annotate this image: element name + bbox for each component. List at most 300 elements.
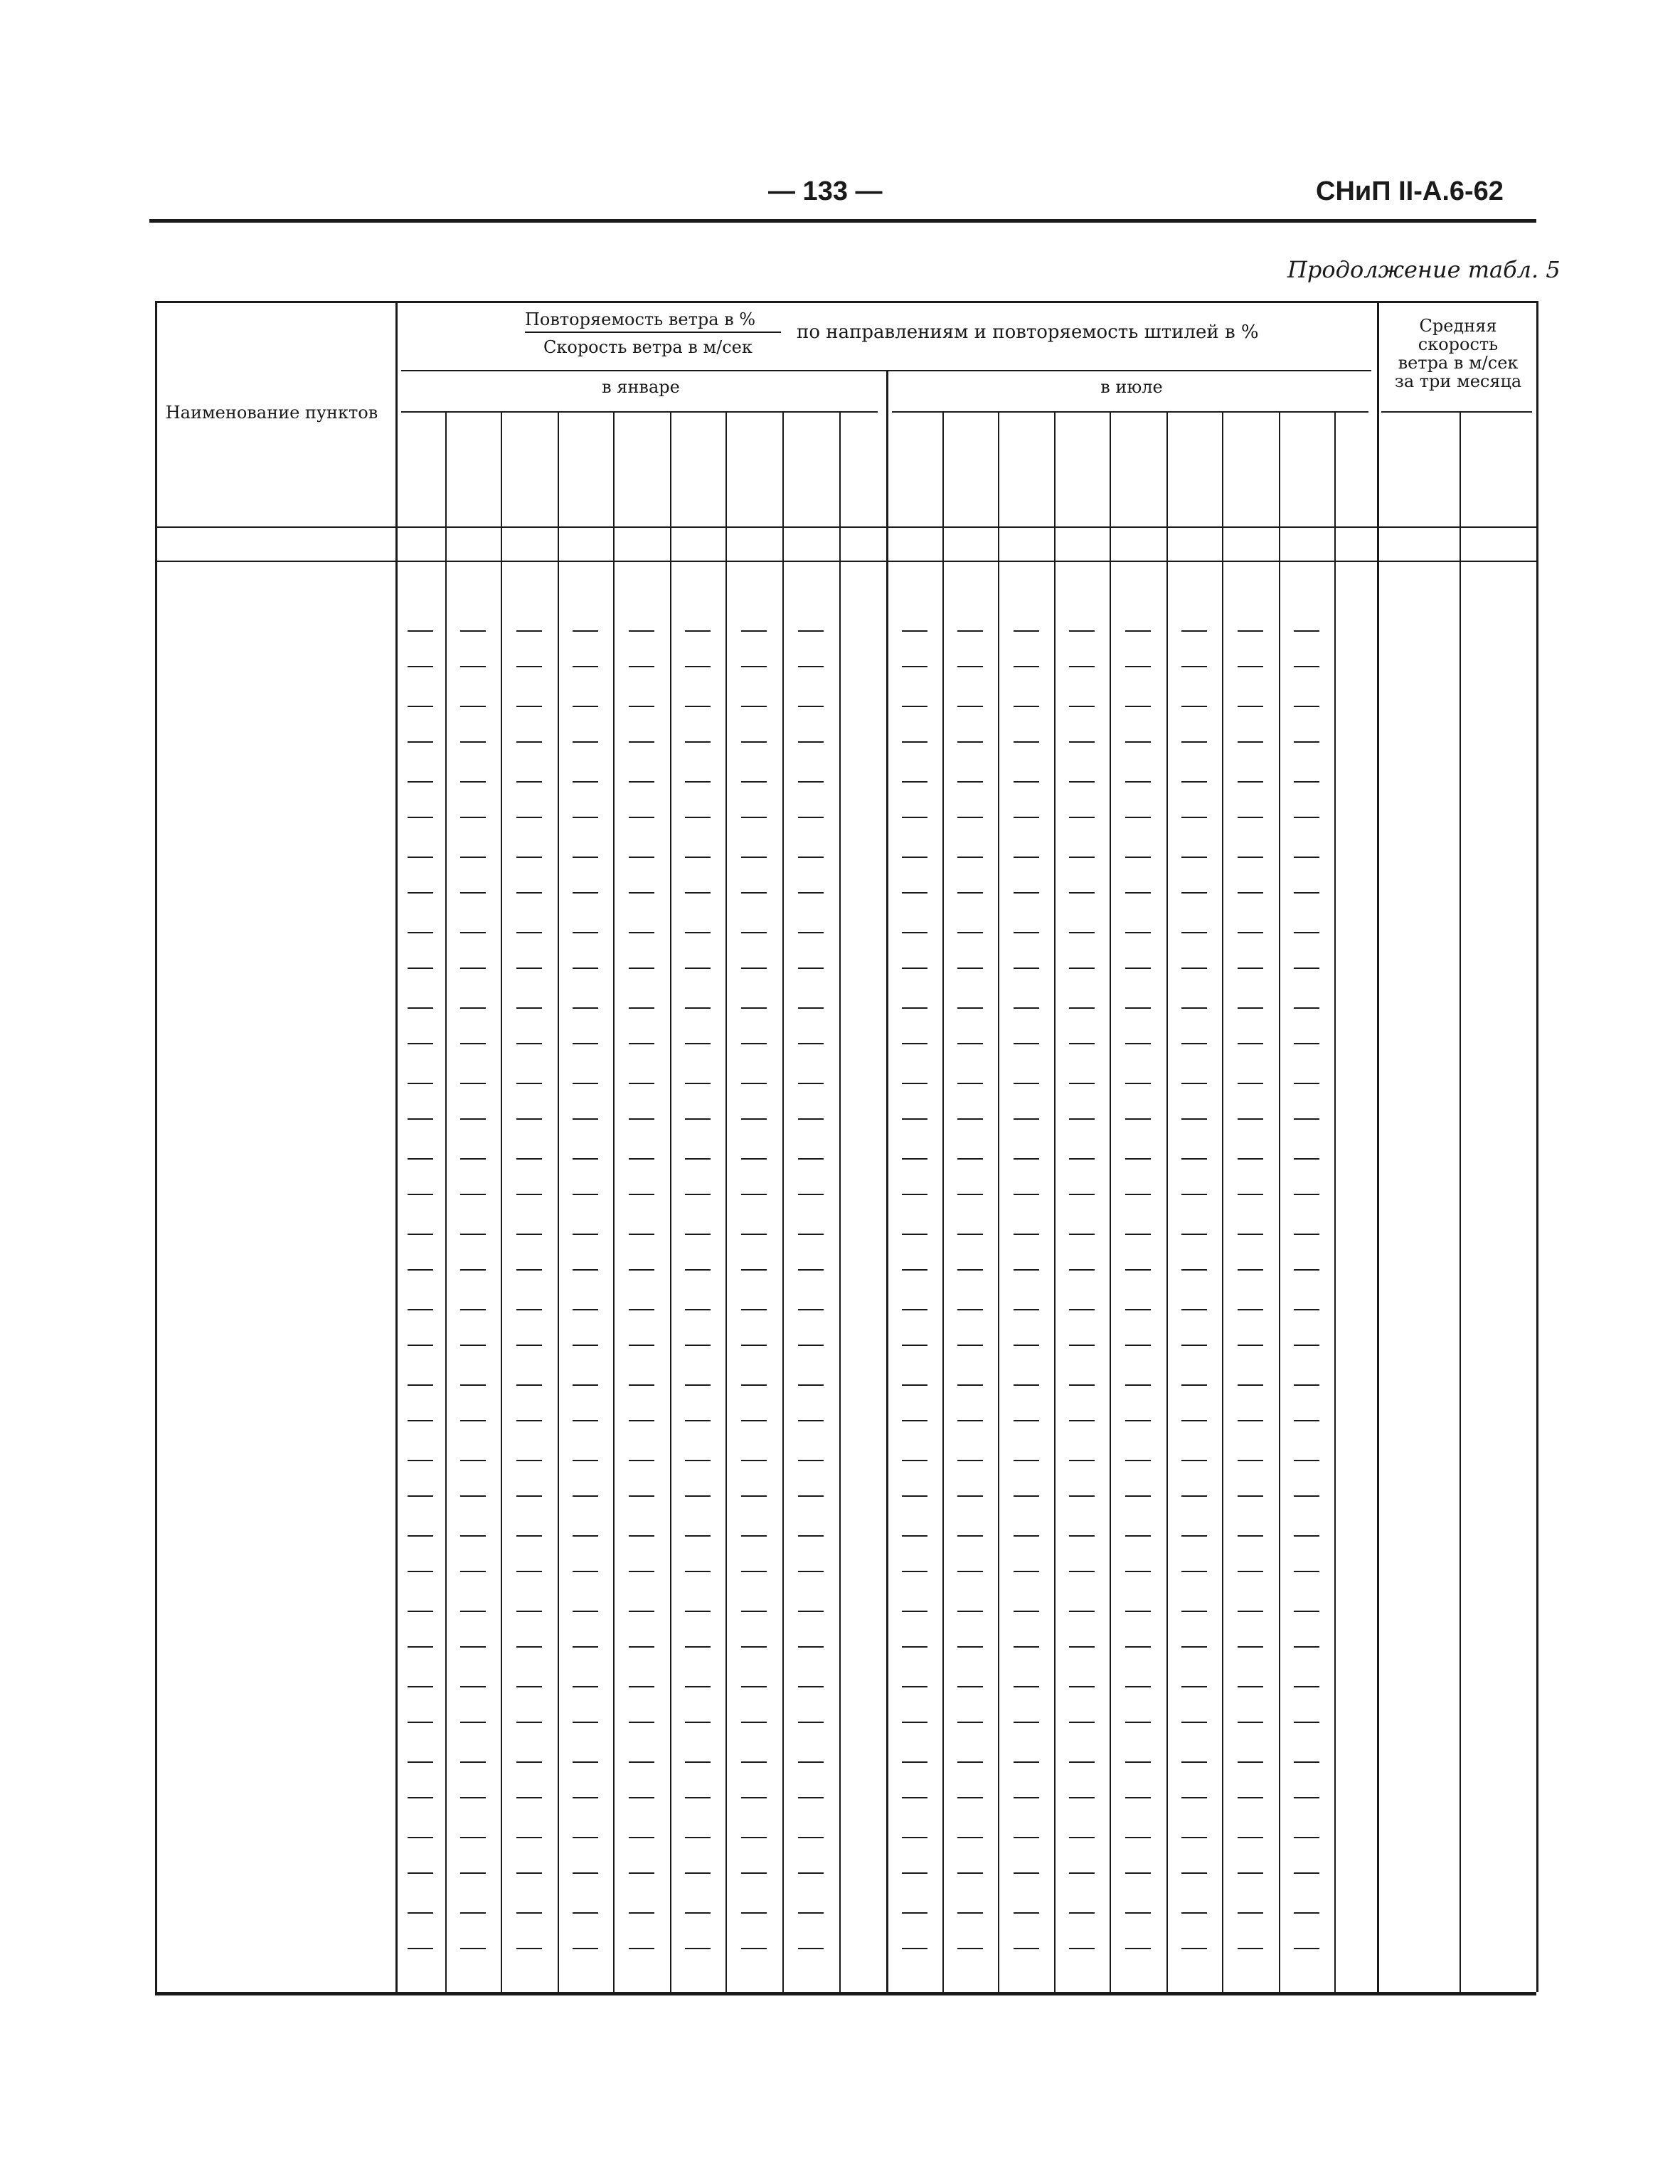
- fraction-line: [957, 1837, 983, 1838]
- speed-missing-dash: [685, 1118, 711, 1120]
- speed-missing-dash: [741, 892, 767, 894]
- speed-missing-dash: [408, 741, 433, 743]
- speed-missing-dash: [798, 1872, 824, 1874]
- fraction-line: [741, 706, 767, 707]
- speed-missing-dash: [516, 1872, 542, 1874]
- speed-missing-dash: [516, 1420, 542, 1421]
- speed-missing-dash: [1069, 1495, 1095, 1497]
- speed-missing-dash: [1069, 1571, 1095, 1572]
- speed-missing-dash: [516, 1118, 542, 1120]
- speed-missing-dash: [685, 741, 711, 743]
- speed-missing-dash: [1181, 1797, 1207, 1798]
- fraction-line: [1014, 1007, 1039, 1009]
- fraction-line: [1181, 1007, 1207, 1009]
- fraction-line: [1125, 781, 1151, 783]
- speed-missing-dash: [902, 1118, 927, 1120]
- fraction-line: [1069, 1007, 1095, 1009]
- speed-missing-dash: [516, 1948, 542, 1949]
- speed-missing-dash: [1238, 1872, 1263, 1874]
- speed-missing-dash: [460, 892, 486, 894]
- speed-missing-dash: [460, 1948, 486, 1949]
- fraction-line: [1238, 1460, 1263, 1461]
- station-column-header: Наименование пунктов: [165, 403, 378, 423]
- fraction-line: [629, 1007, 654, 1009]
- fraction-line: [629, 630, 654, 632]
- speed-missing-dash: [629, 1872, 654, 1874]
- speed-missing-dash: [1294, 892, 1319, 894]
- speed-missing-dash: [460, 1722, 486, 1723]
- fraction-line: [516, 932, 542, 933]
- speed-missing-dash: [741, 1194, 767, 1195]
- fraction-line: [408, 1234, 433, 1235]
- fraction-line: [798, 1912, 824, 1914]
- fraction-line: [1014, 781, 1039, 783]
- fraction-line: [516, 1686, 542, 1687]
- speed-missing-dash: [902, 1722, 927, 1723]
- speed-missing-dash: [741, 1646, 767, 1648]
- speed-missing-dash: [460, 1420, 486, 1421]
- fraction-line: [685, 1460, 711, 1461]
- fraction-line: [1069, 1611, 1095, 1612]
- fraction-line: [1238, 1686, 1263, 1687]
- fraction-line: [516, 706, 542, 707]
- fraction-line: [573, 1083, 598, 1084]
- fraction-line: [1238, 1384, 1263, 1386]
- speed-missing-dash: [408, 892, 433, 894]
- speed-missing-dash: [629, 1571, 654, 1572]
- speed-missing-dash: [573, 666, 598, 667]
- fraction-line: [902, 1460, 927, 1461]
- fraction-line: [1125, 1535, 1151, 1537]
- fraction-line: [1069, 1384, 1095, 1386]
- fraction-line: [741, 1007, 767, 1009]
- speed-missing-dash: [902, 968, 927, 969]
- speed-missing-dash: [1069, 666, 1095, 667]
- speed-missing-dash: [1069, 817, 1095, 818]
- fraction-line: [685, 1384, 711, 1386]
- speed-missing-dash: [1238, 1722, 1263, 1723]
- speed-missing-dash: [798, 666, 824, 667]
- fraction-line: [957, 1384, 983, 1386]
- speed-missing-dash: [516, 1345, 542, 1346]
- fraction-line: [408, 1083, 433, 1084]
- fraction-line: [629, 1158, 654, 1160]
- fraction-line: [902, 630, 927, 632]
- fraction-line: [1069, 1761, 1095, 1763]
- fraction-line: [1181, 857, 1207, 858]
- speed-missing-dash: [1014, 1118, 1039, 1120]
- fraction-line: [957, 1158, 983, 1160]
- fraction-line: [460, 1912, 486, 1914]
- fraction-line: [1125, 1686, 1151, 1687]
- fraction-line: [408, 1912, 433, 1914]
- fraction-line: [957, 630, 983, 632]
- speed-missing-dash: [460, 1043, 486, 1044]
- fraction-line: [1069, 1686, 1095, 1687]
- fraction-line: [685, 1761, 711, 1763]
- speed-missing-dash: [902, 1269, 927, 1271]
- speed-missing-dash: [1294, 1722, 1319, 1723]
- speed-missing-dash: [957, 1194, 983, 1195]
- speed-missing-dash: [1238, 1495, 1263, 1497]
- speed-missing-dash: [957, 1571, 983, 1572]
- speed-missing-dash: [741, 1420, 767, 1421]
- fraction-line: [629, 781, 654, 783]
- speed-missing-dash: [516, 741, 542, 743]
- fraction-line: [1014, 1912, 1039, 1914]
- speed-missing-dash: [408, 1797, 433, 1798]
- fraction-line: [460, 781, 486, 783]
- speed-missing-dash: [573, 1495, 598, 1497]
- fraction-line: [1181, 1384, 1207, 1386]
- fraction-line: [798, 1761, 824, 1763]
- table-left-rule: [155, 301, 157, 1992]
- fraction-line: [1238, 706, 1263, 707]
- speed-missing-dash: [957, 1118, 983, 1120]
- speed-missing-dash: [902, 741, 927, 743]
- fraction-line: [1294, 1686, 1319, 1687]
- fraction-line: [573, 1158, 598, 1160]
- fraction-line: [1294, 1837, 1319, 1838]
- fraction-line: [629, 1686, 654, 1687]
- fraction-line: [1238, 1309, 1263, 1310]
- fraction-line: [408, 857, 433, 858]
- fraction-line: [1069, 781, 1095, 783]
- fraction-line: [573, 630, 598, 632]
- speed-missing-dash: [741, 1495, 767, 1497]
- speed-missing-dash: [902, 1194, 927, 1195]
- fraction-line: [957, 1912, 983, 1914]
- fraction-line: [685, 1837, 711, 1838]
- speed-missing-dash: [798, 1646, 824, 1648]
- fraction-line: [1181, 1611, 1207, 1612]
- fraction-line: [460, 857, 486, 858]
- speed-missing-dash: [1238, 1797, 1263, 1798]
- speed-missing-dash: [902, 666, 927, 667]
- column-rule: [670, 411, 671, 1992]
- column-rule: [1460, 411, 1461, 1992]
- speed-missing-dash: [460, 1797, 486, 1798]
- fraction-line: [685, 857, 711, 858]
- speed-missing-dash: [741, 1797, 767, 1798]
- speed-missing-dash: [957, 1420, 983, 1421]
- fraction-line: [516, 630, 542, 632]
- fraction-line: [460, 1611, 486, 1612]
- fraction-line: [957, 1007, 983, 1009]
- speed-missing-dash: [1125, 1118, 1151, 1120]
- fraction-line: [798, 1611, 824, 1612]
- speed-missing-dash: [516, 1194, 542, 1195]
- speed-missing-dash: [629, 1118, 654, 1120]
- fraction-line: [741, 1234, 767, 1235]
- fraction-line: [902, 932, 927, 933]
- fraction-line: [516, 1837, 542, 1838]
- calm-header: [851, 441, 872, 519]
- speed-missing-dash: [1125, 1646, 1151, 1648]
- fraction-line: [408, 1686, 433, 1687]
- fraction-line: [798, 1460, 824, 1461]
- fraction-line: [1125, 1837, 1151, 1838]
- speed-missing-dash: [902, 1495, 927, 1497]
- speed-missing-dash: [629, 666, 654, 667]
- speed-missing-dash: [741, 1269, 767, 1271]
- fraction-line: [516, 1611, 542, 1612]
- fraction-line: [408, 706, 433, 707]
- fraction-line: [460, 630, 486, 632]
- fraction-line: [573, 1384, 598, 1386]
- speed-missing-dash: [741, 1948, 767, 1949]
- speed-missing-dash: [460, 1118, 486, 1120]
- speed-missing-dash: [408, 1269, 433, 1271]
- column-rule: [1222, 411, 1223, 1992]
- column-rule: [782, 411, 784, 1992]
- fraction-line: [1125, 857, 1151, 858]
- table-caption: Продолжение табл. 5: [1287, 256, 1561, 283]
- fraction-line: [1238, 1611, 1263, 1612]
- speed-missing-dash: [798, 1118, 824, 1120]
- avg-header-line-2: скорость: [1418, 334, 1499, 354]
- fraction-line: [1069, 1234, 1095, 1235]
- fraction-line: [460, 1309, 486, 1310]
- fraction-line: [408, 1837, 433, 1838]
- speed-missing-dash: [1069, 1722, 1095, 1723]
- fraction-line: [902, 1611, 927, 1612]
- page-number: — 133 —: [768, 176, 883, 206]
- speed-missing-dash: [629, 892, 654, 894]
- speed-missing-dash: [629, 1646, 654, 1648]
- fraction-line: [957, 932, 983, 933]
- speed-missing-dash: [573, 1797, 598, 1798]
- fraction-line: [1181, 1234, 1207, 1235]
- speed-missing-dash: [902, 817, 927, 818]
- speed-missing-dash: [1238, 1420, 1263, 1421]
- speed-missing-dash: [1014, 892, 1039, 894]
- speed-missing-dash: [460, 1269, 486, 1271]
- fraction-line: [629, 1837, 654, 1838]
- speed-missing-dash: [460, 1646, 486, 1648]
- fraction-line: [1294, 1083, 1319, 1084]
- fraction-line: [573, 1837, 598, 1838]
- speed-missing-dash: [1181, 968, 1207, 969]
- fraction-line: [902, 1384, 927, 1386]
- fraction-line: [1238, 1083, 1263, 1084]
- fraction-line: [1294, 706, 1319, 707]
- fraction-line: [1181, 1837, 1207, 1838]
- fraction-line: [798, 1535, 824, 1537]
- speed-missing-dash: [741, 1345, 767, 1346]
- fraction-line: [685, 932, 711, 933]
- fraction-line: [741, 1309, 767, 1310]
- speed-missing-dash: [1125, 1194, 1151, 1195]
- speed-missing-dash: [1181, 1722, 1207, 1723]
- fraction-line: [1238, 1158, 1263, 1160]
- speed-missing-dash: [629, 1043, 654, 1044]
- speed-missing-dash: [1238, 1043, 1263, 1044]
- column-rule: [1110, 411, 1111, 1992]
- speed-missing-dash: [629, 817, 654, 818]
- speed-missing-dash: [1069, 1420, 1095, 1421]
- speed-missing-dash: [957, 666, 983, 667]
- fraction-line: [798, 857, 824, 858]
- speed-missing-dash: [629, 1194, 654, 1195]
- fraction-line: [1125, 1912, 1151, 1914]
- speed-missing-dash: [1125, 741, 1151, 743]
- speed-missing-dash: [1014, 1269, 1039, 1271]
- fraction-line: [1294, 781, 1319, 783]
- speed-missing-dash: [1181, 1571, 1207, 1572]
- fraction-line: [408, 630, 433, 632]
- fraction-line: [1238, 1761, 1263, 1763]
- speed-missing-dash: [516, 817, 542, 818]
- speed-missing-dash: [741, 968, 767, 969]
- speed-missing-dash: [1181, 1646, 1207, 1648]
- fraction-line: [741, 1761, 767, 1763]
- fraction-line: [1294, 1007, 1319, 1009]
- speed-missing-dash: [685, 1571, 711, 1572]
- speed-missing-dash: [629, 968, 654, 969]
- speed-missing-dash: [957, 892, 983, 894]
- direction-top-rule-july: [892, 411, 1368, 413]
- column-rule: [501, 411, 502, 1992]
- fraction-line: [1125, 1460, 1151, 1461]
- speed-missing-dash: [1069, 1872, 1095, 1874]
- speed-missing-dash: [1069, 1948, 1095, 1949]
- fraction-line: [1294, 1460, 1319, 1461]
- fraction-line: [460, 1761, 486, 1763]
- speed-missing-dash: [1181, 1269, 1207, 1271]
- fraction-line: [629, 932, 654, 933]
- speed-missing-dash: [685, 1043, 711, 1044]
- fraction-line: [1125, 1158, 1151, 1160]
- speed-missing-dash: [957, 1797, 983, 1798]
- fraction-line: [1069, 1837, 1095, 1838]
- speed-missing-dash: [1294, 741, 1319, 743]
- fraction-line: [798, 1309, 824, 1310]
- fraction-line: [1238, 932, 1263, 933]
- speed-missing-dash: [685, 968, 711, 969]
- month-col-rule: [886, 370, 888, 1992]
- fraction-line: [516, 1535, 542, 1537]
- fraction-line: [1294, 857, 1319, 858]
- speed-missing-dash: [1125, 1495, 1151, 1497]
- speed-missing-dash: [1294, 1872, 1319, 1874]
- speed-missing-dash: [798, 1797, 824, 1798]
- calm-header: [1346, 441, 1367, 519]
- speed-missing-dash: [1294, 1269, 1319, 1271]
- speed-missing-dash: [516, 1646, 542, 1648]
- fraction-line: [798, 1234, 824, 1235]
- speed-missing-dash: [1069, 1269, 1095, 1271]
- column-rule: [1279, 411, 1280, 1992]
- fraction-line: [1014, 932, 1039, 933]
- fraction-line: [1125, 630, 1151, 632]
- speed-missing-dash: [573, 741, 598, 743]
- speed-missing-dash: [902, 1797, 927, 1798]
- speed-missing-dash: [1125, 1948, 1151, 1949]
- speed-missing-dash: [1181, 1118, 1207, 1120]
- speed-missing-dash: [685, 1194, 711, 1195]
- fraction-line: [902, 1083, 927, 1084]
- fraction-line: [741, 1083, 767, 1084]
- fraction-line: [629, 706, 654, 707]
- speed-missing-dash: [1238, 1269, 1263, 1271]
- fraction-line: [629, 857, 654, 858]
- speed-missing-dash: [460, 1194, 486, 1195]
- fraction-line: [902, 1309, 927, 1310]
- speed-missing-dash: [1181, 1345, 1207, 1346]
- speed-missing-dash: [1014, 1948, 1039, 1949]
- speed-missing-dash: [516, 1043, 542, 1044]
- speed-missing-dash: [1294, 666, 1319, 667]
- fraction-line: [408, 1460, 433, 1461]
- fraction-line: [516, 1460, 542, 1461]
- fraction-line: [1014, 1083, 1039, 1084]
- fraction-line: [408, 1535, 433, 1537]
- speed-missing-dash: [1014, 666, 1039, 667]
- fraction-line: [1069, 1535, 1095, 1537]
- fraction-line: [1125, 1611, 1151, 1612]
- speed-missing-dash: [1238, 1646, 1263, 1648]
- avg-split-rule: [1381, 411, 1532, 413]
- speed-missing-dash: [741, 741, 767, 743]
- column-rule: [998, 411, 999, 1992]
- fraction-line: [573, 1535, 598, 1537]
- fraction-line: [1014, 1761, 1039, 1763]
- fraction-line: [685, 1611, 711, 1612]
- speed-missing-dash: [957, 1722, 983, 1723]
- speed-missing-dash: [408, 1646, 433, 1648]
- speed-missing-dash: [798, 968, 824, 969]
- fraction-line: [629, 1535, 654, 1537]
- speed-missing-dash: [516, 968, 542, 969]
- fraction-line: [516, 1158, 542, 1160]
- avg-header-line-4: за три месяца: [1394, 371, 1522, 391]
- speed-missing-dash: [1014, 968, 1039, 969]
- column-rule: [445, 411, 447, 1992]
- fraction-line: [957, 1535, 983, 1537]
- speed-missing-dash: [629, 1495, 654, 1497]
- speed-missing-dash: [741, 1872, 767, 1874]
- fraction-line: [957, 1460, 983, 1461]
- speed-missing-dash: [685, 1420, 711, 1421]
- speed-missing-dash: [408, 666, 433, 667]
- direction-top-rule: [401, 411, 878, 413]
- fraction-line: [902, 1535, 927, 1537]
- fraction-line: [741, 1837, 767, 1838]
- group-header-top: Повторяемость ветра в %: [525, 309, 756, 329]
- fraction-line: [1125, 706, 1151, 707]
- fraction-line: [1069, 1158, 1095, 1160]
- speed-missing-dash: [629, 1797, 654, 1798]
- speed-missing-dash: [1014, 1872, 1039, 1874]
- speed-missing-dash: [685, 1722, 711, 1723]
- fraction-line: [902, 706, 927, 707]
- fraction-line: [957, 857, 983, 858]
- fraction-line: [1014, 1309, 1039, 1310]
- avg-header-line-1: Средняя: [1419, 316, 1497, 336]
- fraction-line: [1125, 932, 1151, 933]
- fraction-line: [741, 1460, 767, 1461]
- fraction-line: [685, 1535, 711, 1537]
- speed-missing-dash: [1294, 1043, 1319, 1044]
- fraction-line: [1014, 1384, 1039, 1386]
- speed-missing-dash: [685, 1495, 711, 1497]
- fraction-line: [629, 1234, 654, 1235]
- speed-missing-dash: [408, 1043, 433, 1044]
- group-header-bottom: Скорость ветра в м/сек: [543, 337, 753, 357]
- fraction-line: [957, 706, 983, 707]
- fraction-line: [957, 1761, 983, 1763]
